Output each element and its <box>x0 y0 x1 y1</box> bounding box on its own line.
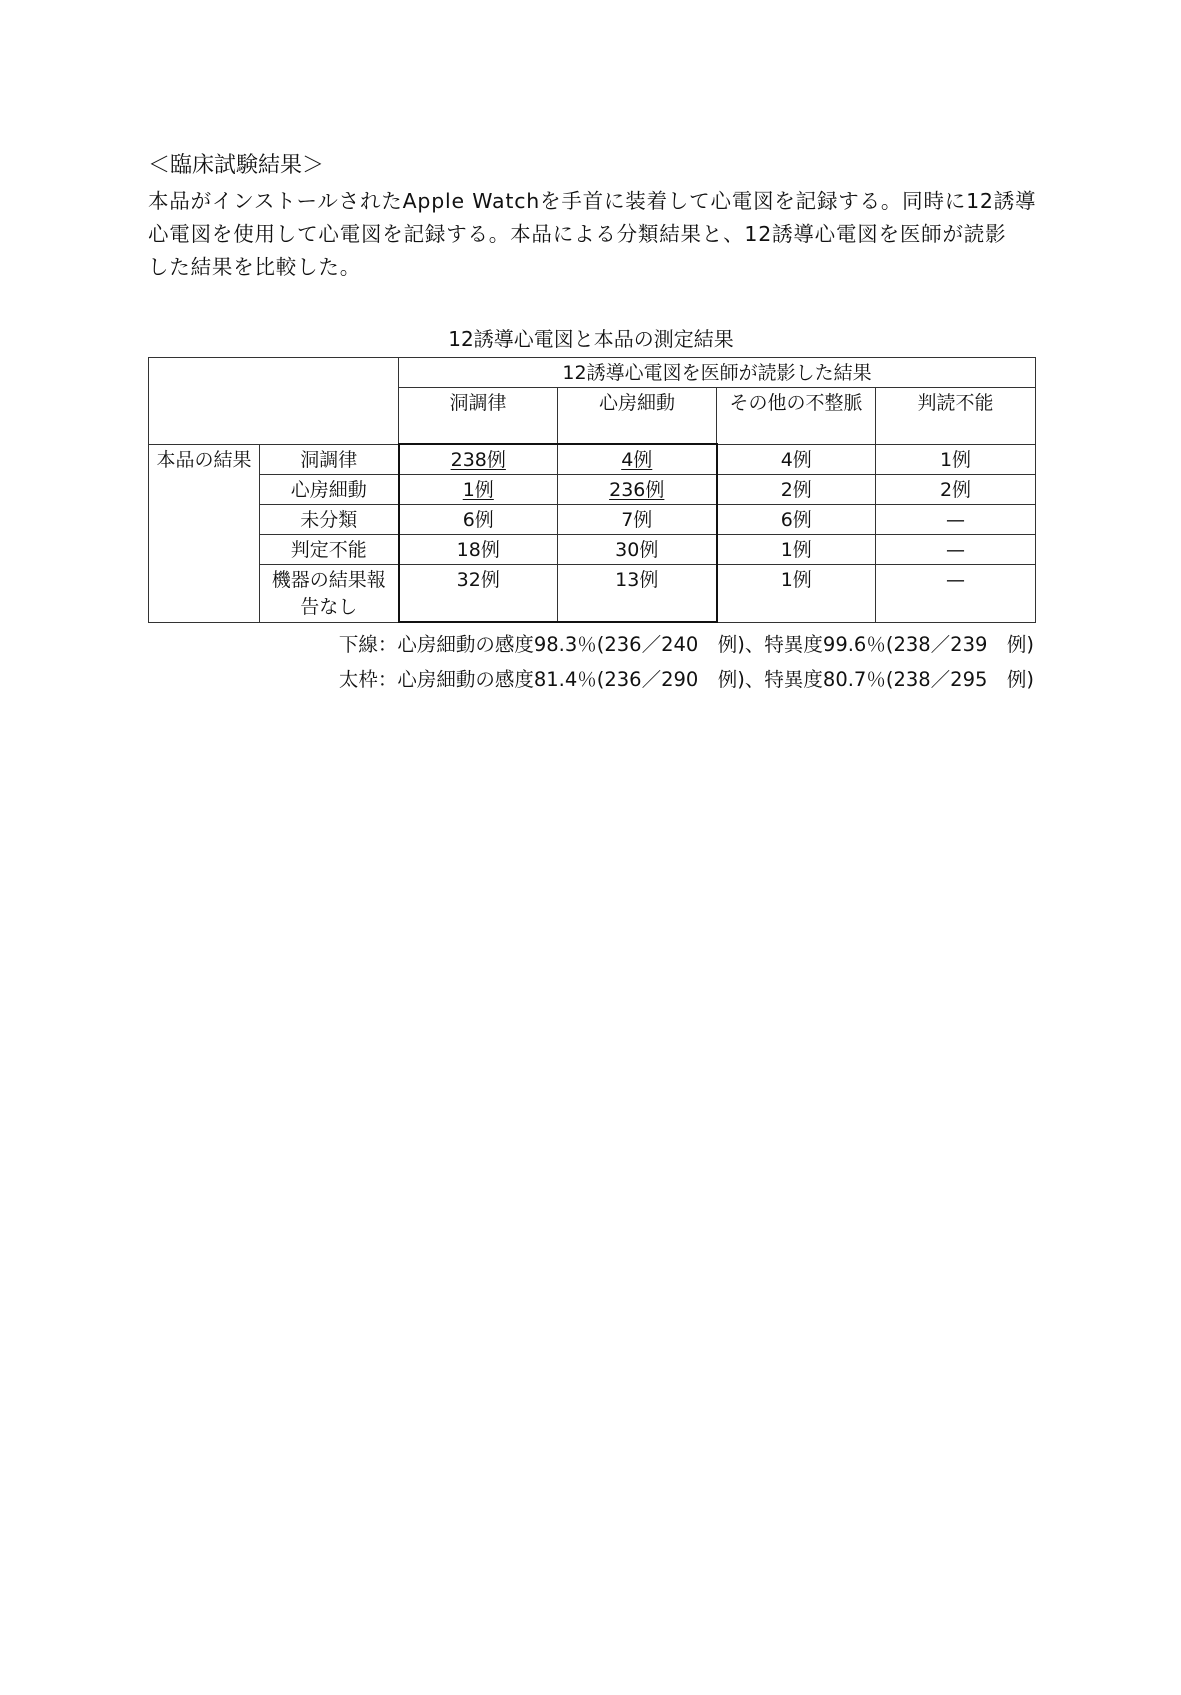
row-label: 判定不能 <box>260 535 399 565</box>
underlined-value: 238例 <box>450 449 506 471</box>
table-cell: 6例 <box>399 505 558 535</box>
intro-line-1: 本品がインストールされたApple Watchを手首に装着して心電図を記録する。同時に12誘導 <box>148 189 1037 213</box>
box-note: 太枠：心房細動の感度81.4％(236／290 例)、特異度80.7％(238／295 例) <box>338 668 1034 691</box>
intro-line-2: 心電図を使用して心電図を記録する。本品による分類結果と、12誘導心電図を医師が読影 <box>148 222 1007 246</box>
column-header: その他の不整脈 <box>717 388 876 445</box>
section-heading: ＜臨床試験結果＞ <box>148 153 325 178</box>
table-notes <box>148 627 1034 697</box>
table-cell <box>399 475 558 505</box>
header-group-cell: 12誘導心電図を医師が読影した結果 <box>399 358 1036 388</box>
table-cell: 7例 <box>558 505 717 535</box>
intro-line-3: した結果を比較した。 <box>148 255 361 279</box>
underlined-value: 1例 <box>462 479 494 501</box>
intro-paragraph <box>148 185 1038 284</box>
table-cell: 4例 <box>717 444 876 475</box>
row-group-label: 本品の結果 <box>149 444 260 622</box>
table-header-row <box>149 358 1036 388</box>
table-cell: — <box>876 535 1036 565</box>
table-cell: 18例 <box>399 535 558 565</box>
column-header: 洞調律 <box>399 388 558 445</box>
table-cell: — <box>876 565 1036 623</box>
table-cell <box>558 475 717 505</box>
table-row <box>149 535 1036 565</box>
table-cell: 32例 <box>399 565 558 623</box>
table-row <box>149 565 1036 623</box>
underlined-value: 236例 <box>609 479 665 501</box>
table-cell: 2例 <box>717 475 876 505</box>
table-cell <box>558 444 717 475</box>
table-row <box>149 444 1036 475</box>
table-cell: 1例 <box>717 565 876 623</box>
table-cell: 30例 <box>558 535 717 565</box>
column-header: 判読不能 <box>876 388 1036 445</box>
table-cell: 1例 <box>876 444 1036 475</box>
results-table <box>148 357 1036 623</box>
table-cell: 13例 <box>558 565 717 623</box>
underlined-value: 4例 <box>621 449 653 471</box>
row-label: 洞調律 <box>260 444 399 475</box>
column-header: 心房細動 <box>558 388 717 445</box>
table-row <box>149 505 1036 535</box>
table-cell: 2例 <box>876 475 1036 505</box>
table-cell: 1例 <box>717 535 876 565</box>
table-cell <box>399 444 558 475</box>
underline-note: 下線：心房細動の感度98.3％(236／240 例)、特異度99.6％(238／239 例) <box>338 633 1034 656</box>
table-caption: 12誘導心電図と本品の測定結果 <box>448 327 734 351</box>
row-label: 未分類 <box>260 505 399 535</box>
table-cell: 6例 <box>717 505 876 535</box>
table-row <box>149 475 1036 505</box>
row-label: 心房細動 <box>260 475 399 505</box>
row-label: 機器の結果報告なし <box>260 565 399 623</box>
table-cell: — <box>876 505 1036 535</box>
table-corner-cell <box>149 358 399 445</box>
